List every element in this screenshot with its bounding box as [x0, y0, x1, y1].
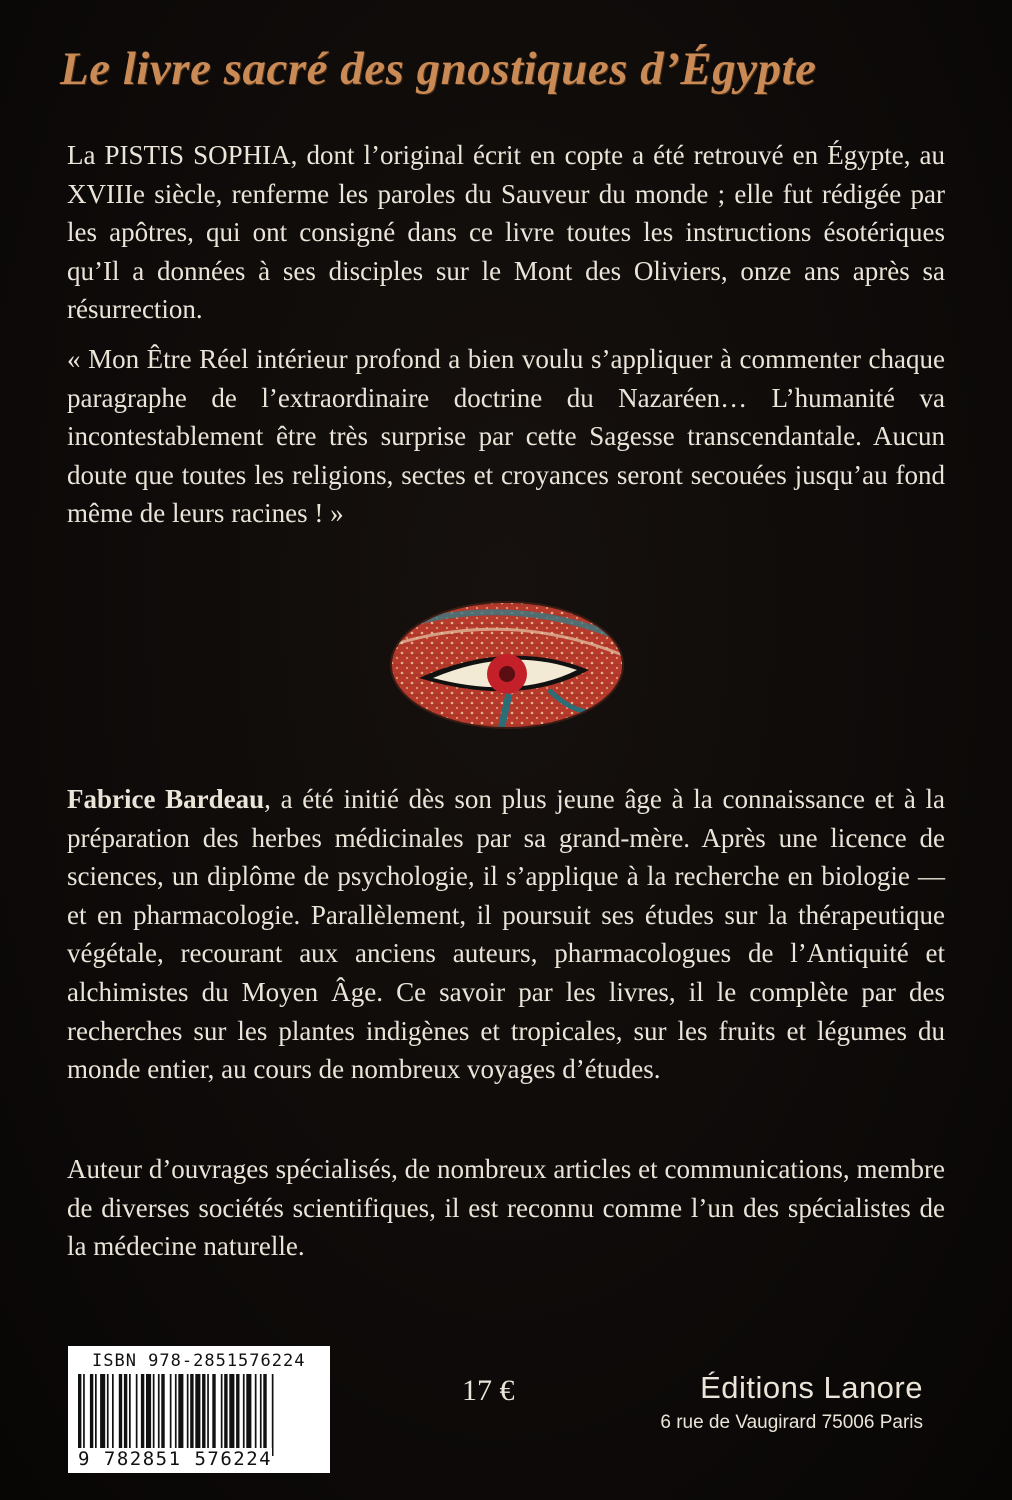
bio-paragraph-2: Auteur d’ouvrages spécialisés, de nombreux articles et communications, membre de diverses sociétés scientifiques, il est reconnu comme l’un des spécialistes de la médecine naturelle. — [67, 1154, 945, 1262]
bio-text-1: , a été initié dès son plus jeune âge à la connaissance et à la préparation des herbes médicinales par sa grand-mère. Après une licence de sciences, un diplôme de psychologie, il s’applique à la recherche en biologie — et en pharmacologie. Parallèlement, il poursuit ses études sur la thérapeutique végétale, recourant aux anciens auteurs, pharmacologues de l’Antiquité et alchimistes du Moyen Âge. Ce savoir par les livres, il le complète par des recherches sur les plantes indigènes et tropicales, sur les fruits et légumes du monde entier, au cours de nombreux voyages d’études. — [67, 784, 945, 1085]
intro-text: La PISTIS SOPHIA, dont l’original écrit en copte a été retrouvé en Égypte, au XVIIIe siècle, renferme les paroles du Sauveur du monde ; elle fut rédigée par les apôtres, qui ont consigné dans ce livre toutes les instructions ésotériques qu’Il a données à ses disciples sur le Mont des Oliviers, onze ans après sa résurrection. — [67, 140, 945, 325]
publisher-name: Éditions Lanore — [700, 1370, 923, 1405]
author-bio-2 — [67, 1150, 945, 1266]
publisher-address: 6 rue de Vaugirard 75006 Paris — [660, 1412, 923, 1433]
author-name: Fabrice Bardeau — [67, 784, 265, 814]
intro-paragraph — [67, 136, 945, 329]
eye-of-horus-icon — [389, 600, 625, 730]
bio-paragraph-1 — [67, 780, 945, 1089]
barcode-icon — [76, 1374, 322, 1456]
price: 17 € — [462, 1374, 515, 1407]
quote-text: « Mon Être Réel intérieur profond a bien voulu s’appliquer à commenter chaque paragraphe de l’extraordinaire doctrine du Nazaréen… L’humanité va incontestablement être très surprise par cette Sagesse transcendantale. Aucun doute que toutes les religions, sectes et croyances seront secouées jusqu’au fond même de leurs racines ! » — [67, 344, 945, 529]
quote-paragraph — [67, 340, 945, 533]
author-bio — [67, 780, 945, 1089]
publisher-block — [660, 1370, 923, 1434]
book-title: Le livre sacré des gnostiques d’Égypte — [60, 43, 817, 95]
barcode-block — [68, 1346, 330, 1473]
ean-number: 9 782851 576224 — [78, 1448, 273, 1470]
isbn-label: ISBN 978-2851576224 — [92, 1351, 306, 1371]
